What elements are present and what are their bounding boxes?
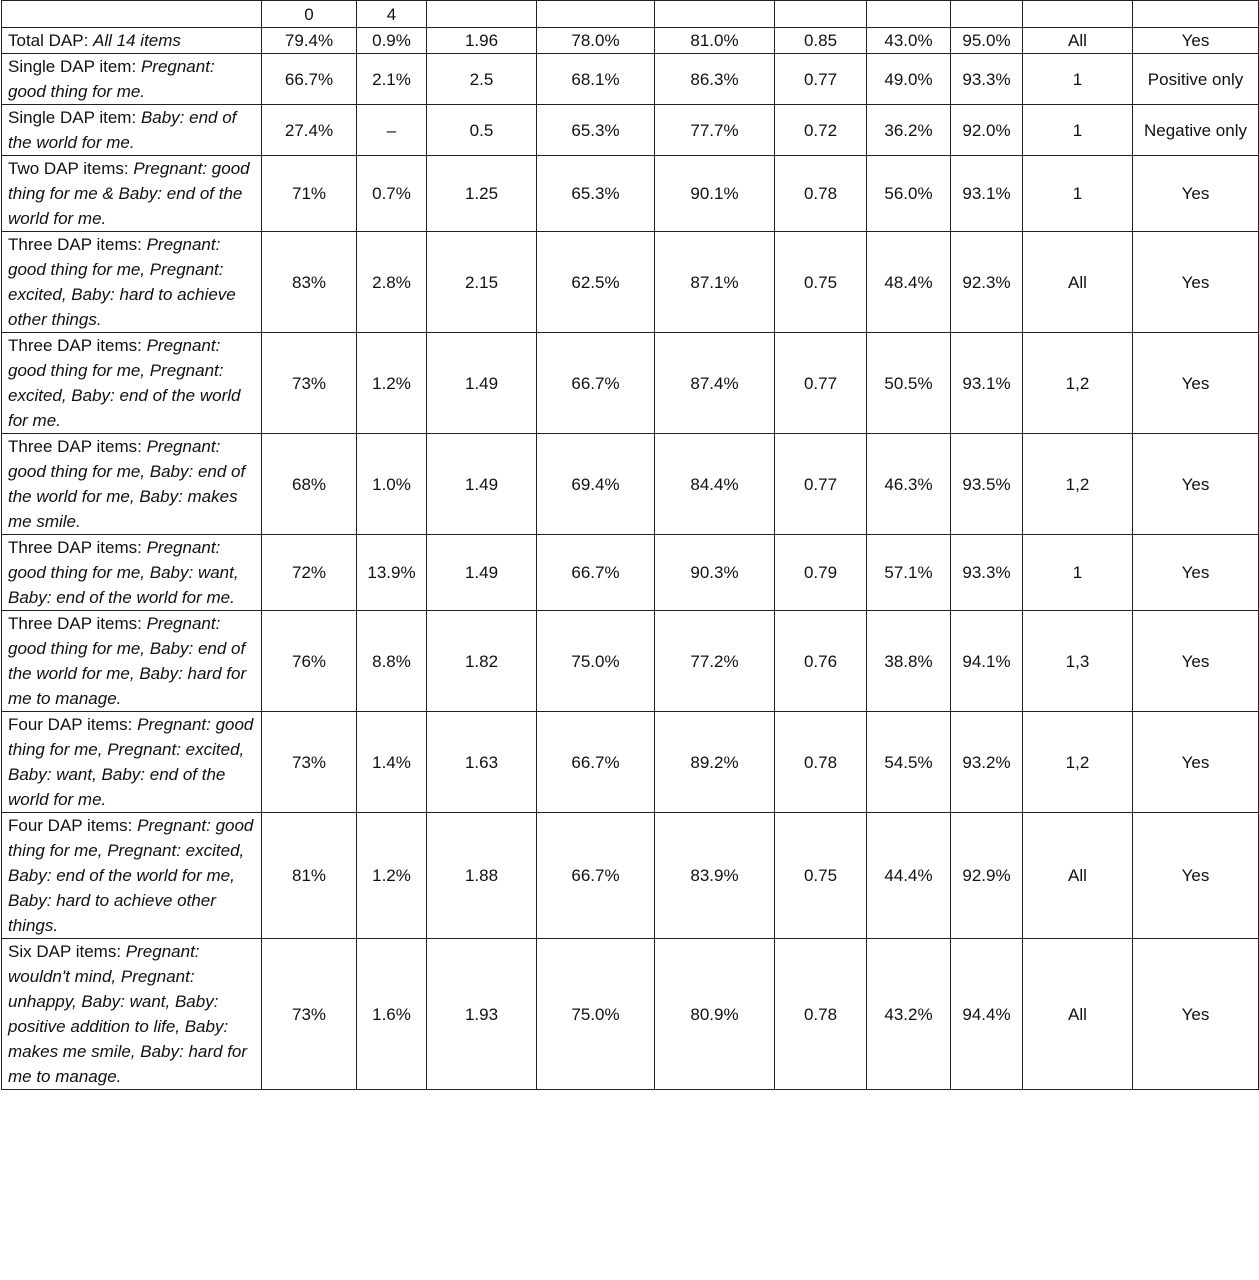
table-cell: 27.4% bbox=[262, 105, 357, 156]
table-cell: 84.4% bbox=[655, 434, 775, 535]
table-cell: 1.6% bbox=[357, 939, 427, 1090]
table-cell: Yes bbox=[1133, 434, 1259, 535]
row-label-cell bbox=[2, 156, 262, 232]
table-cell: 1.4% bbox=[357, 712, 427, 813]
table-cell: 13.9% bbox=[357, 535, 427, 611]
table-cell: 73% bbox=[262, 712, 357, 813]
row-label-plain: Total DAP: bbox=[8, 31, 89, 50]
table-cell: 1.93 bbox=[427, 939, 537, 1090]
header-cell: 0 bbox=[262, 1, 357, 28]
table-cell: 1.49 bbox=[427, 333, 537, 434]
row-label-plain: Four DAP items: bbox=[8, 715, 133, 734]
table-cell: – bbox=[357, 105, 427, 156]
table-cell: 83% bbox=[262, 232, 357, 333]
table-cell: 95.0% bbox=[951, 28, 1023, 54]
table-cell: 0.72 bbox=[775, 105, 867, 156]
table-cell: 68.1% bbox=[537, 54, 655, 105]
table-cell: 75.0% bbox=[537, 939, 655, 1090]
table-cell: 66.7% bbox=[262, 54, 357, 105]
row-label-items: Pregnant: good thing for me, Pregnant: excited, Baby: want, Baby: end of the world for me. bbox=[8, 715, 254, 809]
table-cell: 0.76 bbox=[775, 611, 867, 712]
table-cell: 46.3% bbox=[867, 434, 951, 535]
table-cell: 72% bbox=[262, 535, 357, 611]
table-cell: 90.3% bbox=[655, 535, 775, 611]
row-label-items: Pregnant: wouldn't mind, Pregnant: unhappy, Baby: want, Baby: positive addition to life, Baby: makes me smile, Baby: hard for me to manage. bbox=[8, 942, 248, 1086]
table-cell: 77.7% bbox=[655, 105, 775, 156]
table-cell: Yes bbox=[1133, 813, 1259, 939]
table-row bbox=[2, 333, 1259, 434]
row-label-cell bbox=[2, 28, 262, 54]
row-label-plain: Three DAP items: bbox=[8, 538, 142, 557]
row-label-cell bbox=[2, 813, 262, 939]
table-cell: 62.5% bbox=[537, 232, 655, 333]
table-cell: Yes bbox=[1133, 156, 1259, 232]
table-cell: 2.1% bbox=[357, 54, 427, 105]
table-cell: 0.75 bbox=[775, 232, 867, 333]
table-row bbox=[2, 28, 1259, 54]
table-cell: 0.79 bbox=[775, 535, 867, 611]
table-cell: 1,3 bbox=[1023, 611, 1133, 712]
header-cell: 4 bbox=[357, 1, 427, 28]
table-cell: 44.4% bbox=[867, 813, 951, 939]
table-cell: 1.2% bbox=[357, 333, 427, 434]
table-row bbox=[2, 156, 1259, 232]
table-cell: 65.3% bbox=[537, 156, 655, 232]
header-cell bbox=[537, 1, 655, 28]
table-cell: Yes bbox=[1133, 232, 1259, 333]
table-cell: 79.4% bbox=[262, 28, 357, 54]
table-cell: 92.9% bbox=[951, 813, 1023, 939]
row-label-plain: Two DAP items: bbox=[8, 159, 129, 178]
table-cell: 0.78 bbox=[775, 712, 867, 813]
table-cell: Yes bbox=[1133, 712, 1259, 813]
table-cell: 65.3% bbox=[537, 105, 655, 156]
table-cell: 66.7% bbox=[537, 535, 655, 611]
table-row bbox=[2, 232, 1259, 333]
row-label-plain: Three DAP items: bbox=[8, 336, 142, 355]
table-cell: Yes bbox=[1133, 333, 1259, 434]
table-cell: 8.8% bbox=[357, 611, 427, 712]
header-row bbox=[2, 1, 1259, 28]
table-cell: 2.8% bbox=[357, 232, 427, 333]
header-cell bbox=[951, 1, 1023, 28]
row-label-items: Pregnant: good thing for me, Pregnant: excited, Baby: hard to achieve other things. bbox=[8, 235, 236, 329]
table-cell: 50.5% bbox=[867, 333, 951, 434]
table-row bbox=[2, 535, 1259, 611]
table-cell: 0.5 bbox=[427, 105, 537, 156]
dap-results-table bbox=[1, 0, 1259, 1090]
table-row bbox=[2, 434, 1259, 535]
table-cell: 68% bbox=[262, 434, 357, 535]
row-label-cell bbox=[2, 611, 262, 712]
table-cell: 93.1% bbox=[951, 156, 1023, 232]
table-cell: 1 bbox=[1023, 105, 1133, 156]
row-label-plain: Three DAP items: bbox=[8, 235, 142, 254]
table-body bbox=[2, 1, 1259, 1090]
table-cell: 80.9% bbox=[655, 939, 775, 1090]
table-row bbox=[2, 813, 1259, 939]
table-cell: 1 bbox=[1023, 54, 1133, 105]
row-label-items: All 14 items bbox=[93, 31, 181, 50]
table-cell: 89.2% bbox=[655, 712, 775, 813]
table-cell: 2.5 bbox=[427, 54, 537, 105]
table-cell: 0.78 bbox=[775, 939, 867, 1090]
table-cell: Negative only bbox=[1133, 105, 1259, 156]
table-cell: All bbox=[1023, 232, 1133, 333]
table-cell: 66.7% bbox=[537, 813, 655, 939]
table-cell: 56.0% bbox=[867, 156, 951, 232]
table-cell: 49.0% bbox=[867, 54, 951, 105]
table-cell: 0.77 bbox=[775, 333, 867, 434]
table-row bbox=[2, 611, 1259, 712]
header-cell bbox=[2, 1, 262, 28]
table-cell: 71% bbox=[262, 156, 357, 232]
table-cell: Yes bbox=[1133, 611, 1259, 712]
table-row bbox=[2, 712, 1259, 813]
table-cell: 66.7% bbox=[537, 712, 655, 813]
table-cell: 73% bbox=[262, 939, 357, 1090]
row-label-items: Pregnant: good thing for me & Baby: end of the world for me. bbox=[8, 159, 250, 228]
table-cell: 43.0% bbox=[867, 28, 951, 54]
row-label-cell bbox=[2, 434, 262, 535]
table-cell: 93.3% bbox=[951, 535, 1023, 611]
table-cell: 94.1% bbox=[951, 611, 1023, 712]
row-label-plain: Single DAP item: bbox=[8, 108, 137, 127]
row-label-items: Pregnant: good thing for me, Baby: end of the world for me, Baby: makes me smile. bbox=[8, 437, 246, 531]
table-cell: 78.0% bbox=[537, 28, 655, 54]
table-cell: 0.77 bbox=[775, 54, 867, 105]
table-cell: 1,2 bbox=[1023, 712, 1133, 813]
table-cell: 1.63 bbox=[427, 712, 537, 813]
table-cell: 38.8% bbox=[867, 611, 951, 712]
header-cell bbox=[1023, 1, 1133, 28]
table-cell: 0.7% bbox=[357, 156, 427, 232]
row-label-plain: Single DAP item: bbox=[8, 57, 137, 76]
header-cell bbox=[775, 1, 867, 28]
table-row bbox=[2, 939, 1259, 1090]
table-cell: 86.3% bbox=[655, 54, 775, 105]
table-cell: 90.1% bbox=[655, 156, 775, 232]
table-cell: 73% bbox=[262, 333, 357, 434]
table-cell: Yes bbox=[1133, 939, 1259, 1090]
table-cell: 0.75 bbox=[775, 813, 867, 939]
table-cell: Yes bbox=[1133, 535, 1259, 611]
table-cell: All bbox=[1023, 939, 1133, 1090]
row-label-items: Pregnant: good thing for me, Pregnant: excited, Baby: end of the world for me, Baby: hard to achieve other things. bbox=[8, 816, 254, 935]
row-label-cell bbox=[2, 333, 262, 434]
table-cell: 2.15 bbox=[427, 232, 537, 333]
table-cell: 1.0% bbox=[357, 434, 427, 535]
table-cell: 36.2% bbox=[867, 105, 951, 156]
table-cell: Positive only bbox=[1133, 54, 1259, 105]
table-cell: 94.4% bbox=[951, 939, 1023, 1090]
table-cell: 1.49 bbox=[427, 535, 537, 611]
table-cell: 1 bbox=[1023, 535, 1133, 611]
table-cell: 0.78 bbox=[775, 156, 867, 232]
row-label-cell bbox=[2, 232, 262, 333]
table-cell: 1.96 bbox=[427, 28, 537, 54]
table-cell: 1.88 bbox=[427, 813, 537, 939]
table-cell: 92.0% bbox=[951, 105, 1023, 156]
table-cell: 1 bbox=[1023, 156, 1133, 232]
table-cell: 66.7% bbox=[537, 333, 655, 434]
row-label-items: Baby: end of the world for me. bbox=[8, 108, 237, 152]
row-label-plain: Six DAP items: bbox=[8, 942, 122, 961]
table-cell: 83.9% bbox=[655, 813, 775, 939]
table-cell: 54.5% bbox=[867, 712, 951, 813]
row-label-cell bbox=[2, 54, 262, 105]
row-label-plain: Three DAP items: bbox=[8, 437, 142, 456]
table-cell: 0.85 bbox=[775, 28, 867, 54]
table-cell: 1,2 bbox=[1023, 333, 1133, 434]
row-label-items: Pregnant: good thing for me, Baby: end of the world for me, Baby: hard for me to manage. bbox=[8, 614, 247, 708]
table-cell: 93.2% bbox=[951, 712, 1023, 813]
table-cell: 93.5% bbox=[951, 434, 1023, 535]
table-cell: 48.4% bbox=[867, 232, 951, 333]
header-cell bbox=[655, 1, 775, 28]
table-cell: 93.3% bbox=[951, 54, 1023, 105]
table-cell: 76% bbox=[262, 611, 357, 712]
table-cell: 57.1% bbox=[867, 535, 951, 611]
table-cell: 81% bbox=[262, 813, 357, 939]
header-cell bbox=[427, 1, 537, 28]
table-cell: 81.0% bbox=[655, 28, 775, 54]
table-cell: 93.1% bbox=[951, 333, 1023, 434]
table-cell: 69.4% bbox=[537, 434, 655, 535]
table-cell: 92.3% bbox=[951, 232, 1023, 333]
table-cell: Yes bbox=[1133, 28, 1259, 54]
row-label-cell bbox=[2, 105, 262, 156]
table-cell: 1.49 bbox=[427, 434, 537, 535]
table-cell: 0.9% bbox=[357, 28, 427, 54]
header-cell bbox=[1133, 1, 1259, 28]
table-cell: All bbox=[1023, 28, 1133, 54]
table-cell: 0.77 bbox=[775, 434, 867, 535]
row-label-cell bbox=[2, 535, 262, 611]
table-cell: 43.2% bbox=[867, 939, 951, 1090]
table-cell: 1.25 bbox=[427, 156, 537, 232]
row-label-items: Pregnant: good thing for me. bbox=[8, 57, 215, 101]
row-label-plain: Three DAP items: bbox=[8, 614, 142, 633]
row-label-cell bbox=[2, 939, 262, 1090]
row-label-items: Pregnant: good thing for me, Baby: want, Baby: end of the world for me. bbox=[8, 538, 239, 607]
row-label-items: Pregnant: good thing for me, Pregnant: excited, Baby: end of the world for me. bbox=[8, 336, 241, 430]
header-cell bbox=[867, 1, 951, 28]
table-row bbox=[2, 105, 1259, 156]
row-label-plain: Four DAP items: bbox=[8, 816, 133, 835]
table-cell: 77.2% bbox=[655, 611, 775, 712]
row-label-cell bbox=[2, 712, 262, 813]
table-cell: 1.2% bbox=[357, 813, 427, 939]
table-cell: 1,2 bbox=[1023, 434, 1133, 535]
table-cell: 1.82 bbox=[427, 611, 537, 712]
table-row bbox=[2, 54, 1259, 105]
table-cell: 75.0% bbox=[537, 611, 655, 712]
table-cell: 87.4% bbox=[655, 333, 775, 434]
table-cell: All bbox=[1023, 813, 1133, 939]
table-cell: 87.1% bbox=[655, 232, 775, 333]
